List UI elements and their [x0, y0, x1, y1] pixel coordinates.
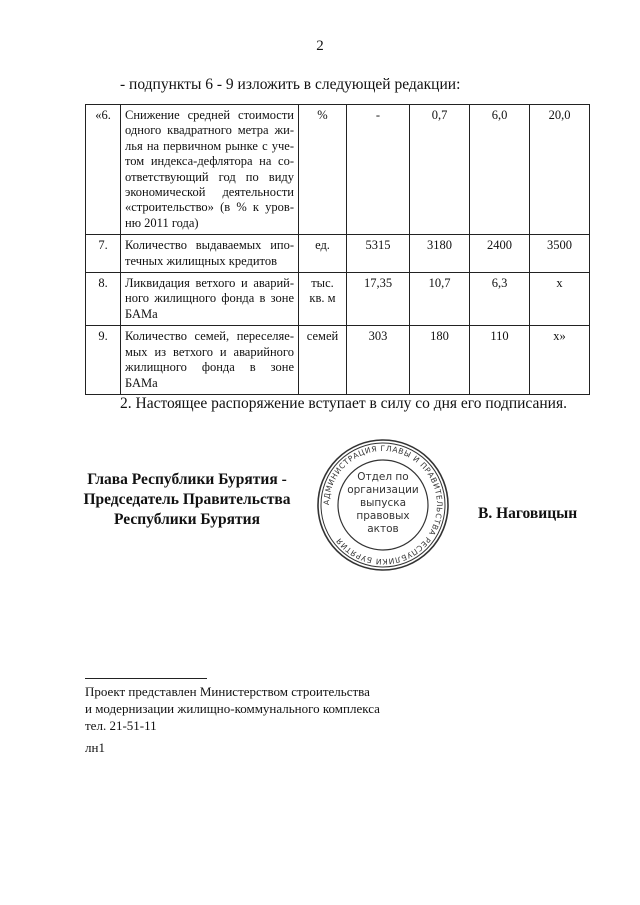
footer-line: и модернизации жилищно-коммунального комплекса — [85, 701, 380, 716]
value-cell: 3500 — [530, 235, 590, 273]
unit-cell: семей — [299, 326, 347, 395]
description-line: ответствующий год по виду — [125, 169, 294, 184]
indicator-description — [121, 235, 299, 273]
value-cell: 17,35 — [347, 273, 410, 326]
description-line: Количество семей, переселяе- — [125, 329, 294, 344]
row-number: «6. — [86, 105, 121, 235]
footer-line: тел. 21-51-11 — [85, 718, 157, 733]
description-line: том индекса-дефлятора на со- — [125, 154, 294, 169]
description-line: ного жилищного фонда в зоне — [125, 291, 294, 306]
table-row — [86, 235, 590, 273]
value-cell: 6,3 — [470, 273, 530, 326]
value-cell: 2400 — [470, 235, 530, 273]
value-cell: 20,0 — [530, 105, 590, 235]
row-number: 7. — [86, 235, 121, 273]
official-stamp — [316, 438, 450, 572]
value-cell: 5315 — [347, 235, 410, 273]
description-line: Ликвидация ветхого и аварий- — [125, 276, 294, 291]
unit-cell: ед. — [299, 235, 347, 273]
description-line: жилищного фонда в зоне — [125, 360, 294, 375]
table-row — [86, 273, 590, 326]
stamp-center-line: правовых — [356, 510, 410, 522]
signatory-title — [76, 470, 298, 530]
row-number: 9. — [86, 326, 121, 395]
value-cell: 0,7 — [410, 105, 470, 235]
indicator-description — [121, 326, 299, 395]
footer-line: Проект представлен Министерством строительства — [85, 684, 370, 699]
indicator-description — [121, 105, 299, 235]
description-line: БАМа — [125, 306, 158, 321]
description-line: течных жилищных кредитов — [125, 253, 277, 268]
unit-cell: % — [299, 105, 347, 235]
value-cell: х» — [530, 326, 590, 395]
description-line: мых из ветхого и аварийного — [125, 344, 294, 359]
indicator-description — [121, 273, 299, 326]
table-row — [86, 326, 590, 395]
signatory-title-line: Республики Бурятия — [114, 511, 260, 528]
value-cell: 3180 — [410, 235, 470, 273]
value-cell: х — [530, 273, 590, 326]
value-cell: - — [347, 105, 410, 235]
description-line: Снижение средней стоимости — [125, 108, 294, 122]
value-cell: 180 — [410, 326, 470, 395]
point-2-text: 2. Настоящее распоряжение вступает в силу со дня его подписания. — [120, 395, 567, 412]
signatory-title-line: Председатель Правительства — [83, 491, 291, 508]
stamp-center-line: выпуска — [359, 497, 407, 509]
stamp-center-line: актов — [367, 523, 399, 535]
value-cell: 303 — [347, 326, 410, 395]
stamp-ring-text: АДМИНИСТРАЦИЯ ГЛАВЫ И ПРАВИТЕЛЬСТВА РЕСПУБЛИКИ БУРЯТИЯ — [321, 443, 445, 567]
value-cell: 6,0 — [470, 105, 530, 235]
indicators-table — [85, 104, 590, 395]
stamp-seal-icon — [316, 438, 450, 572]
unit-cell: тыс. кв. м — [299, 273, 347, 326]
stamp-center-line: Отдел по — [357, 471, 409, 483]
value-cell: 110 — [470, 326, 530, 395]
signatory-title-line: Глава Республики Бурятия - — [87, 471, 287, 488]
stamp-center-line: организации — [347, 484, 419, 496]
description-line: экономической деятельности — [125, 185, 294, 200]
footer-divider — [85, 678, 207, 679]
page-number: 2 — [316, 38, 324, 54]
description-line: Количество выдаваемых ипо- — [125, 238, 294, 253]
description-line: лья на первичном рынке с уче- — [125, 138, 294, 153]
description-line: «строительство» (в % к уров- — [125, 200, 294, 215]
intro-text: - подпункты 6 - 9 изложить в следующей редакции: — [120, 76, 461, 93]
table-row — [86, 105, 590, 235]
description-line: БАМа — [125, 375, 158, 390]
value-cell: 10,7 — [410, 273, 470, 326]
footer-initials: лн1 — [85, 740, 105, 755]
description-line: ню 2011 года) — [125, 215, 199, 230]
description-line: одного квадратного метра жи- — [125, 123, 294, 138]
signatory-name: В. Наговицын — [478, 505, 578, 522]
row-number: 8. — [86, 273, 121, 326]
